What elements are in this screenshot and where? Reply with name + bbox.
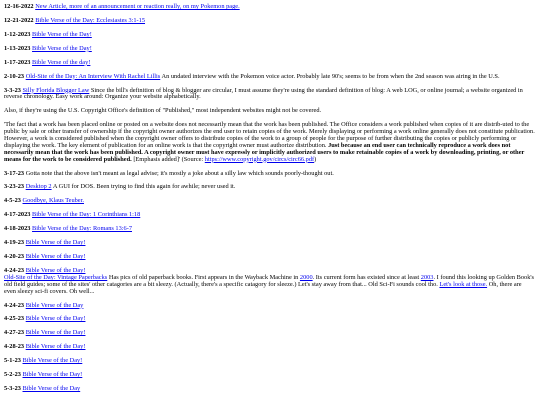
entry-link[interactable]: Bible Verse of the Day! (25, 239, 86, 247)
entry-date: 1-17-2023 (4, 58, 31, 66)
entry-date: 4-5-23 (4, 197, 21, 205)
entry-link[interactable]: Bible Verse of the Day! (25, 329, 86, 337)
entry-date: 3-23-23 (4, 183, 25, 191)
wayback-2000-link[interactable]: 2000 (299, 273, 313, 281)
entry-date: 12-21-2022 (4, 16, 34, 24)
update-entry (4, 372, 535, 379)
closing-paren: ) (314, 155, 317, 163)
entry-date: 4-25-23 (4, 315, 25, 323)
update-entry (4, 344, 535, 351)
entry-link-vintage-paperbacks[interactable]: Old-Site of the Day: Vintage Paperbacks (4, 273, 108, 281)
quote-emphasis: Just because an end user can technically reproduce a work does not necessarily mean that the work has been published. A copyright owner must have expressly or implicitly authorized users to make retainable copies of a work by downloading, printing, or other means for the work to be considered published. (4, 141, 525, 163)
entry-description: . I found this looking up Golden Book's old field guides; some of the sites' other catagories are a bit sleezy. (Actually, there's a specific catagory for sleeze.) Let's stay away from that... Old Sci-Fi sounds cool tho. (4, 273, 534, 288)
entry-link[interactable]: Bible Verse of the Day: Ecclesiastes 3:1-15 (35, 16, 146, 24)
entry-description: An undated interview with the Pokemon voice actor. Probably late 90's; seems to be from when the 2nd season was airing in the U.S. (161, 72, 500, 80)
update-entry (4, 358, 535, 365)
update-entry (4, 268, 535, 295)
entry-date: 3-17-23 (4, 169, 25, 177)
entry-link[interactable]: Bible Verse of the Day! (32, 44, 92, 52)
entry-date: 1-13-2023 (4, 44, 31, 52)
entry-link[interactable]: Bible Verse of the Day! (25, 343, 86, 351)
entry-link[interactable]: Bible Verse of the Day: 1 Corinthians 1:18 (32, 211, 141, 219)
entry-description: . Its current form has existed since at least (312, 273, 420, 281)
entry-link[interactable]: Desktop 2 (25, 183, 52, 191)
update-entry (4, 330, 535, 337)
entry-link[interactable]: Bible Verse of the Day! (25, 253, 86, 261)
quote-text: 'The fact that a work has been placed online or posted on a website does not necessarily mean that the work has been published. The Office considers a work published when copies of it are distrib-uted to the public by sale or other transfer of ownership if the copyright owner authorizes the end user to retain copies of the work. Merely displaying or performing a work online generally does not constitute publication. However, a work is considered published when the copyright owner offers to distribute copies of the work to a group of people for the purpose of further distributing the copies or publicly performing or displaying the work. The key element of publication for an online work is that the copyright owner must authorize distribution. (4, 121, 535, 149)
entry-description: Oh, there are even sleezy sci-fi covers. Oh well... (4, 280, 522, 295)
update-entry (4, 171, 535, 178)
entry-link[interactable]: Bible Verse of the Day! (25, 267, 86, 275)
entry-description: Has pics of old paperback books. First appears in the Wayback Machine in (108, 273, 299, 281)
wayback-2003-link[interactable]: 2003 (420, 273, 434, 281)
update-entry (4, 60, 535, 67)
entry-link[interactable]: Bible Verse of the Day (25, 301, 84, 309)
quote-attribution: [Emphasis added]' (Source: (133, 155, 204, 163)
entry-date: 3-3-23 (4, 86, 21, 94)
entry-link[interactable]: Bible Verse of the Day! (22, 357, 83, 365)
update-note (4, 108, 535, 115)
entry-date: 2-10-23 (4, 72, 25, 80)
entry-link[interactable]: Bible Verse of the Day! (25, 315, 86, 323)
entry-date: 1-12-2023 (4, 30, 31, 38)
entry-description: A GUI for DOS. Been trying to find this again for awhile; never used it. (52, 183, 236, 191)
update-entry (4, 254, 535, 261)
copyright-quote (4, 122, 535, 163)
entry-link[interactable]: Bible Verse of the Day: Romans 13:6-7 (32, 225, 132, 233)
entry-link[interactable]: Goodbye, Klaus Teuber. (22, 197, 84, 205)
note-text: Also, if they're using the U.S. Copyright Office's definition of "Published," most independent websites might not be covered. (4, 107, 322, 115)
entry-link[interactable]: Old-Site of the Day: An Interview With Rachel Lillis (25, 72, 161, 80)
update-entry (4, 46, 535, 53)
update-entry (4, 226, 535, 233)
entry-date: 4-24-23 (4, 267, 25, 275)
update-entry (4, 303, 535, 310)
update-entry (4, 18, 535, 25)
entry-date: 4-28-23 (4, 343, 25, 351)
entry-description: Since the bill's definition of blog & blogger are circular, I must assume they're using the standard definition of blog: A web LOG, or online journal; a website organized in reverse chronology. Easy work around: Organize your website alphabetically. (4, 86, 523, 101)
update-entry (4, 184, 535, 191)
entry-description: Gotta note that the above isn't meant as legal advise; it's mostly a joke about a silly law which sounds poorly-thought out. (25, 169, 334, 177)
entry-link[interactable]: Silly Florida Blogger Law (22, 86, 90, 94)
update-entry (4, 198, 535, 205)
sci-fi-link[interactable]: Let's look at those. (439, 280, 488, 288)
entry-date: 4-20-23 (4, 253, 25, 261)
source-link[interactable]: https://www.copyright.gov/circs/circ66.pdf (204, 155, 315, 163)
update-entry (4, 32, 535, 39)
update-entry (4, 88, 535, 102)
update-entry (4, 240, 535, 247)
update-entry (4, 316, 535, 323)
entry-link[interactable]: Bible Verse of the Day! (32, 30, 92, 38)
entry-date: 5-1-23 (4, 357, 21, 365)
entry-link[interactable]: New Article, more of an announcement or reaction really, on my Pokemon page. (35, 3, 240, 10)
entry-date: 4-24-23 (4, 301, 25, 309)
update-entry (4, 4, 535, 11)
entry-date: 4-27-23 (4, 329, 25, 337)
entry-date: 4-18-2023 (4, 225, 31, 233)
entry-link[interactable]: Bible Verse of the Day (22, 385, 81, 393)
entry-link[interactable]: Bible Verse of the day! (32, 58, 91, 66)
entry-date: 4-17-2023 (4, 211, 31, 219)
entry-link[interactable]: Bible Verse of the Day! (22, 371, 83, 379)
entry-date: 12-16-2022 (4, 3, 34, 10)
entry-date: 4-19-23 (4, 239, 25, 247)
update-entry (4, 74, 535, 81)
update-entry (4, 212, 535, 219)
update-entry (4, 386, 535, 393)
entry-date: 5-3-23 (4, 385, 21, 393)
entry-date: 5-2-23 (4, 371, 21, 379)
